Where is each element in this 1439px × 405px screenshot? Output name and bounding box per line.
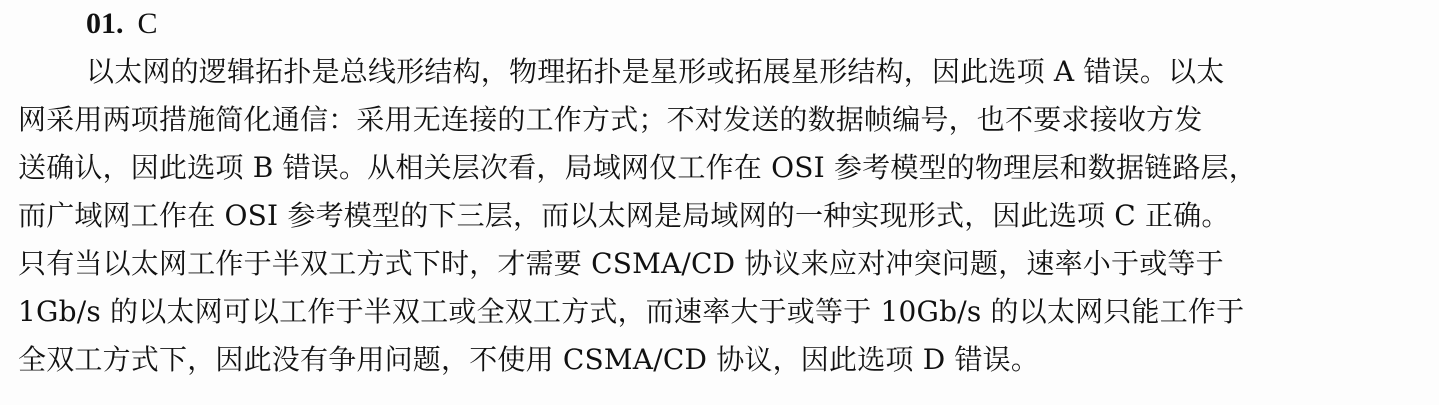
question-number: 01 xyxy=(86,7,116,40)
explanation-line-3: 送确认，因此选项 B 错误。从相关层次看，局域网仅工作在 OSI 参考模型的物理层和数据链路层， xyxy=(18,151,1257,184)
explanation-line-4: 而广域网工作在 OSI 参考模型的下三层，而以太网是局域网的一种实现形式，因此选项 C 正确。 xyxy=(18,199,1230,232)
explanation-line-7: 全双工方式下，因此没有争用问题，不使用 CSMA/CD 协议，因此选项 D 错误。 xyxy=(18,343,1040,376)
answer-letter: C xyxy=(137,7,158,40)
question-number-separator: . xyxy=(116,7,124,40)
explanation-line-1: 以太网的逻辑拓扑是总线形结构，物理拓扑是星形或拓展星形结构，因此选项 A 错误。以太 xyxy=(86,55,1225,88)
explanation-line-5: 只有当以太网工作于半双工方式下时，才需要 CSMA/CD 协议来应对冲突问题，速率小于或等于 xyxy=(18,247,1224,280)
explanation-line-6: 1Gb/s 的以太网可以工作于半双工或全双工方式，而速率大于或等于 10Gb/s 的以太网只能工作于 xyxy=(18,295,1245,328)
explanation-line-2: 网采用两项措施简化通信：采用无连接的工作方式；不对发送的数据帧编号，也不要求接收方发 xyxy=(18,103,1203,136)
answer-heading xyxy=(86,4,158,44)
